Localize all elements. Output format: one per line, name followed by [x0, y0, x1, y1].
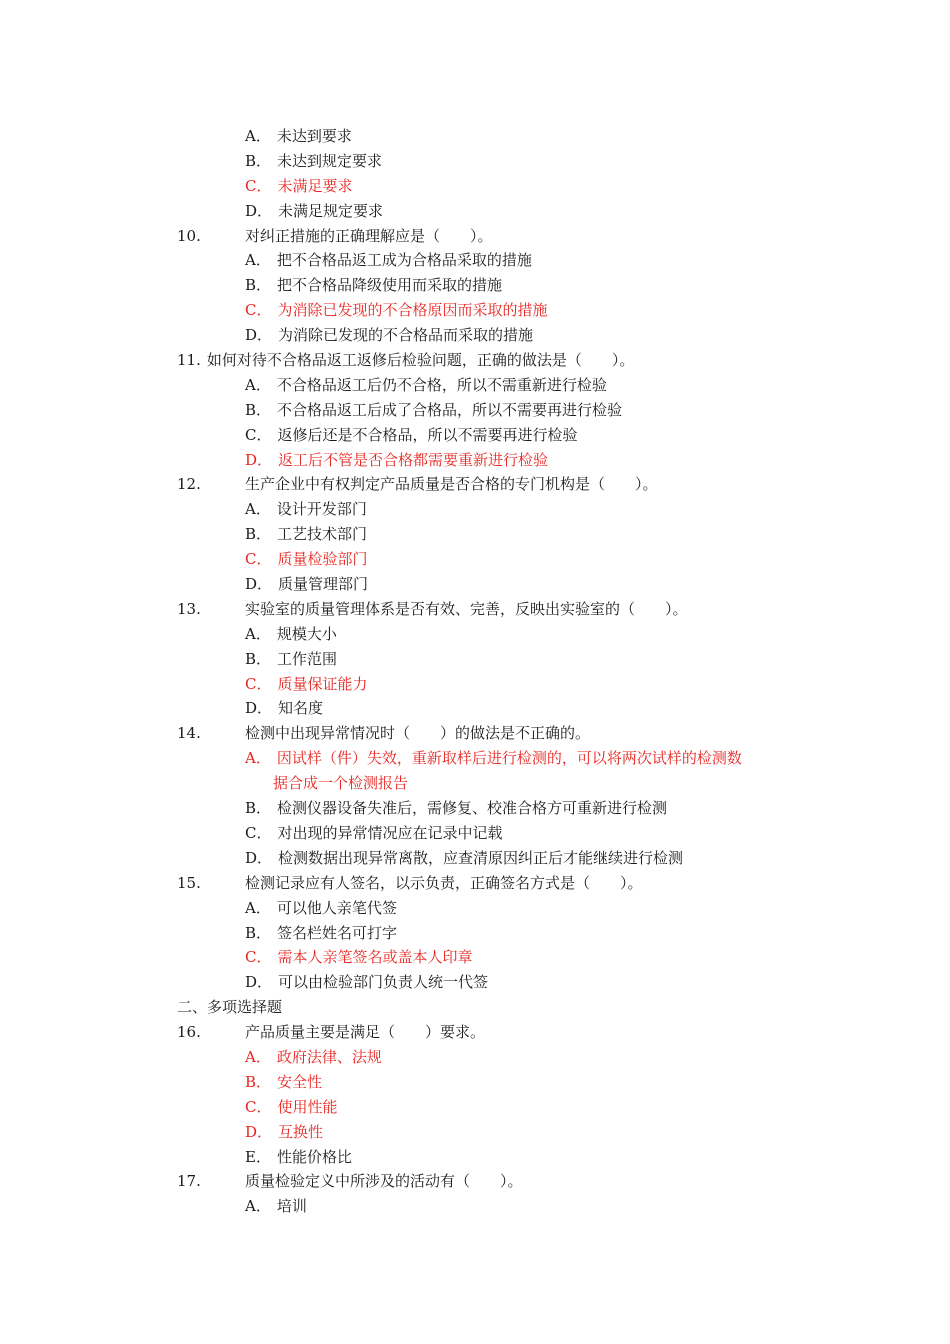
option-q15-d: D． 可以由检验部门负责人统一代签 [245, 973, 489, 992]
option-q12-b: B． 工艺技术部门 [245, 525, 368, 544]
question-12: 12. 生产企业中有权判定产品质量是否合格的专门机构是（ ）。 [177, 475, 658, 494]
option-q17-a: A． 培训 [245, 1197, 307, 1216]
option-q13-c-correct: C． 质量保证能力 [245, 674, 368, 693]
section-heading-multiple-choice: 二、多项选择题 [177, 998, 283, 1017]
question-14: 14. 检测中出现异常情况时（ ）的做法是不正确的。 [177, 724, 591, 743]
question-17: 17. 质量检验定义中所涉及的活动有（ ）。 [177, 1172, 523, 1191]
option-q11-d-correct: D． 返工后不管是否合格都需要重新进行检验 [245, 450, 549, 469]
question-16: 16. 产品质量主要是满足（ ）要求。 [177, 1023, 486, 1042]
option-q13-a: A． 规模大小 [245, 624, 337, 643]
option-q12-d: D． 质量管理部门 [245, 575, 369, 594]
option-q10-d: D． 为消除已发现的不合格品而采取的措施 [245, 326, 534, 345]
option-q11-a: A． 不合格品返工后仍不合格，所以不需重新进行检验 [245, 375, 607, 394]
option-q16-d-correct: D． 互换性 [245, 1122, 324, 1141]
option-q11-b: B． 不合格品返工后成了合格品，所以不需要再进行检验 [245, 400, 623, 419]
option-q14-b: B． 检测仪器设备失准后，需修复、校准合格方可重新进行检测 [245, 799, 668, 818]
option-q10-a: A． 把不合格品返工成为合格品采取的措施 [245, 251, 532, 270]
question-13: 13. 实验室的质量管理体系是否有效、完善，反映出实验室的（ ）。 [177, 599, 688, 618]
question-15: 15. 检测记录应有人签名，以示负责，正确签名方式是（ ）。 [177, 873, 643, 892]
option-q16-e: E． 性能价格比 [245, 1147, 352, 1166]
option-q16-b-correct: B． 安全性 [245, 1072, 323, 1091]
option-q14-d: D． 检测数据出现异常离散，应查清原因纠正后才能继续进行检测 [245, 848, 684, 867]
document-page [0, 124, 950, 1219]
option-q15-b: B． 签名栏姓名可打字 [245, 923, 398, 942]
option-q9-c-correct: C． 未满足要求 [245, 176, 353, 195]
option-q12-c-correct: C． 质量检验部门 [245, 550, 368, 569]
option-q12-a: A． 设计开发部门 [245, 500, 367, 519]
option-q9-a: A． 未达到要求 [245, 127, 352, 145]
option-q11-c: C． 返修后还是不合格品，所以不需要再进行检验 [245, 425, 578, 444]
option-q14-a-continuation: 据合成一个检测报告 [273, 774, 409, 793]
option-q14-a-correct: A． 因试样（件）失效，重新取样后进行检测的，可以将两次试样的检测数 [245, 749, 742, 768]
option-q15-c-correct: C． 需本人亲笔签名或盖本人印章 [245, 948, 473, 967]
option-q9-d: D． 未满足规定要求 [245, 201, 384, 220]
option-q16-a-correct: A． 政府法律、法规 [245, 1047, 382, 1066]
option-q10-c-correct: C． 为消除已发现的不合格原因而采取的措施 [245, 301, 548, 320]
option-q9-b: B． 未达到规定要求 [245, 151, 383, 170]
option-q15-a: A． 可以他人亲笔代签 [245, 898, 397, 917]
option-q10-b: B． 把不合格品降级使用而采取的措施 [245, 276, 503, 295]
option-q13-d: D． 知名度 [245, 699, 324, 718]
question-10: 10. 对纠正措施的正确理解应是（ ）。 [177, 226, 493, 245]
option-q13-b: B． 工作范围 [245, 649, 338, 668]
option-q16-c-correct: C． 使用性能 [245, 1097, 338, 1116]
option-q14-c: C． 对出现的异常情况应在记录中记载 [245, 823, 503, 842]
question-11: 11. 如何对待不合格品返工返修后检验问题，正确的做法是（ ）。 [177, 351, 635, 370]
